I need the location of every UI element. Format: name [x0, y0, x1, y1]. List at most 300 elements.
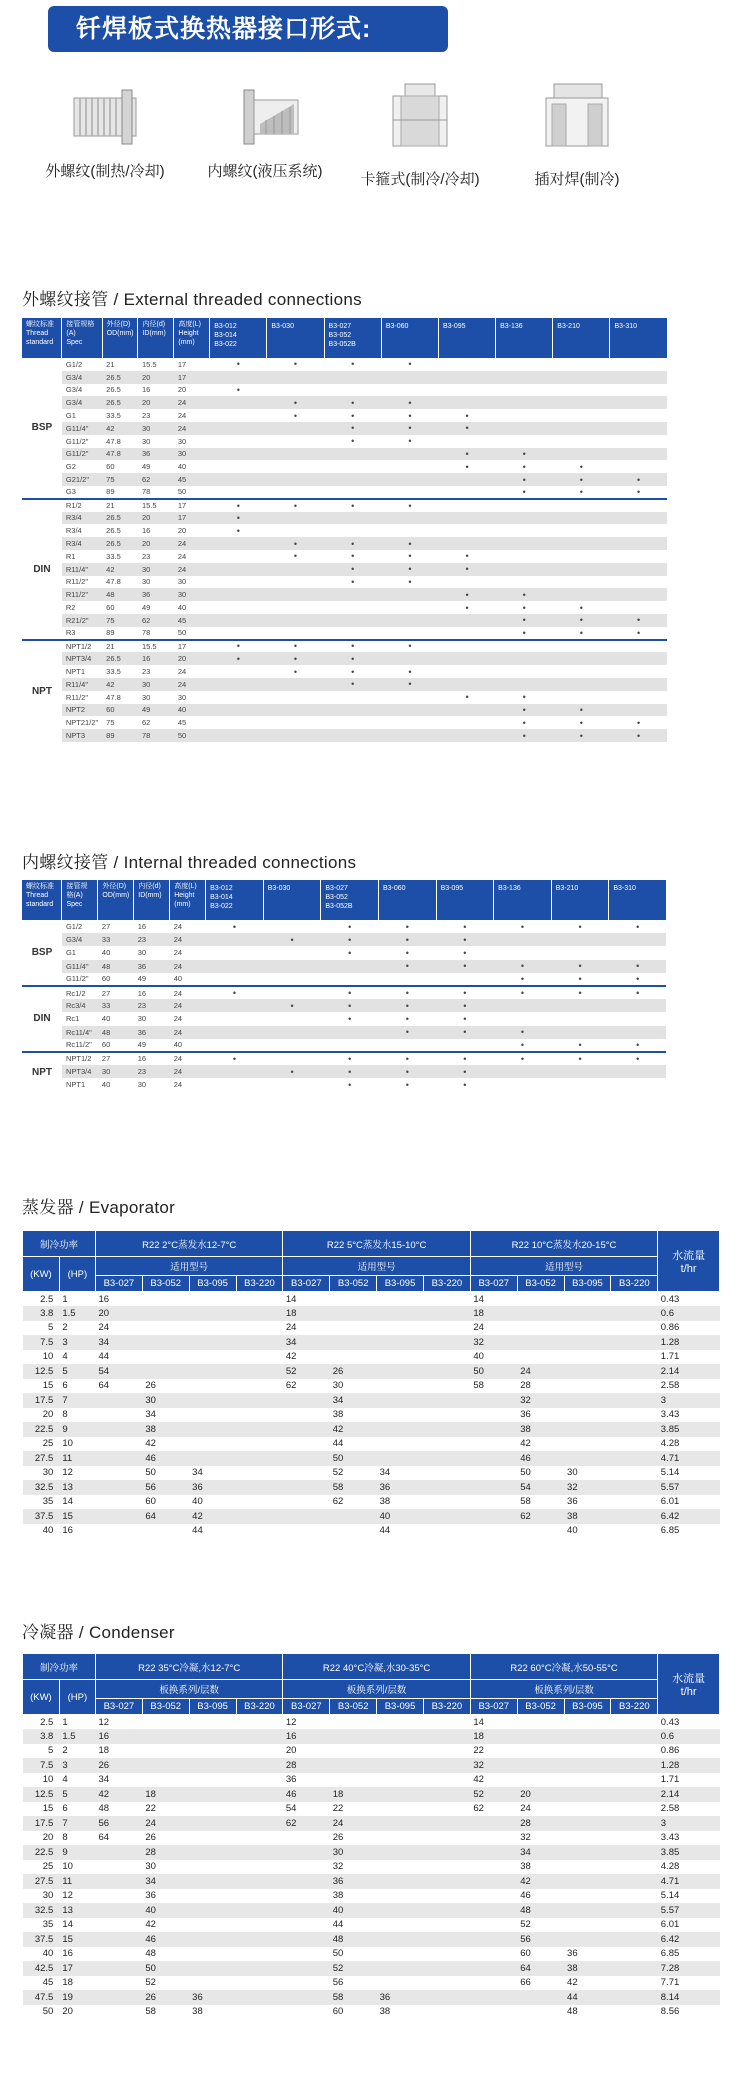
spec-cell: 75	[106, 718, 115, 728]
availability-dot-icon: •	[408, 564, 412, 575]
plate-count-cell	[189, 1802, 236, 1817]
availability-cell	[496, 652, 553, 665]
spec-cell: 36	[138, 588, 174, 601]
external-thread-table	[22, 318, 720, 742]
availability-cell	[553, 704, 610, 717]
plate-count-cell: 62	[285, 1380, 297, 1392]
kw-cell: 42.5	[23, 1961, 60, 1976]
spec-cell: 15.5	[138, 499, 174, 512]
condition-header: R22 10°C蒸发水20-15°C	[470, 1231, 657, 1257]
availability-cell	[210, 716, 267, 729]
availability-cell	[551, 973, 609, 986]
hp-cell: 1	[62, 1293, 68, 1305]
availability-cell	[263, 986, 321, 999]
plate-count-cell: 36	[377, 1990, 424, 2005]
availability-cell	[496, 563, 553, 576]
external-thread-fitting-icon	[60, 80, 150, 150]
plate-count-cell	[236, 1758, 283, 1773]
table-row	[22, 716, 720, 729]
plate-count-cell	[611, 1292, 658, 1307]
spec-cell: 47.8	[106, 692, 121, 702]
condition-header: R22 60°C冷凝,水50-55°C	[470, 1654, 657, 1680]
table-header-row	[23, 1680, 720, 1699]
plate-count-cell	[95, 1889, 142, 1904]
plate-count-cell	[377, 1976, 424, 1991]
kw-cell: 45	[42, 1977, 54, 1989]
hp-cell: 15	[59, 1509, 95, 1524]
spec-cell: R21/2"	[62, 614, 102, 627]
availability-dot-icon: •	[351, 653, 355, 664]
plate-count-cell: 56	[517, 1932, 564, 1947]
availability-cell	[321, 960, 379, 973]
availability-cell	[553, 371, 610, 384]
availability-cell	[263, 960, 321, 973]
table-row	[22, 499, 720, 512]
plate-count-cell: 20	[95, 1306, 142, 1321]
table-row	[23, 1335, 720, 1350]
plate-count-cell: 42	[517, 1874, 564, 1889]
column-header: 外径(D) OD(mm)	[98, 880, 134, 920]
plate-count-cell	[470, 1874, 517, 1889]
plate-count-cell	[330, 1524, 377, 1539]
availability-dot-icon: •	[293, 653, 298, 664]
plate-count-cell	[564, 1816, 611, 1831]
plate-count-cell	[142, 1744, 189, 1759]
flow-cell: 3.43	[660, 1832, 680, 1844]
flow-cell: 6.42	[658, 1932, 720, 1947]
external-section-title: 外螺纹接管 / External threaded connections	[22, 290, 362, 309]
plate-count-cell	[283, 1918, 330, 1933]
plate-count-cell: 48	[330, 1932, 377, 1947]
availability-cell	[610, 537, 667, 550]
availability-dot-icon: •	[293, 410, 298, 421]
plate-count-cell	[470, 1408, 517, 1423]
spec-cell: Rc1/2	[62, 986, 98, 999]
table-row	[23, 1379, 720, 1394]
availability-cell	[610, 524, 667, 537]
table-row	[22, 1039, 720, 1052]
model-header: B3-095	[377, 1699, 424, 1715]
spec-cell: 30	[138, 422, 174, 435]
availability-cell	[324, 371, 381, 384]
plate-count-cell	[283, 1889, 330, 1904]
plate-count-cell	[236, 1495, 283, 1510]
model-header: B3-052	[330, 1276, 377, 1292]
spec-cell: 21	[106, 359, 115, 369]
plate-count-cell	[377, 1729, 424, 1744]
availability-cell	[496, 588, 553, 601]
availability-cell	[267, 358, 324, 371]
kw-cell: 2.5	[40, 1293, 54, 1305]
model-header: B3-220	[423, 1276, 470, 1292]
plate-count-cell	[611, 2005, 658, 2020]
flow-cell: 4.71	[658, 1874, 720, 1889]
plate-count-cell	[611, 1990, 658, 2005]
availability-dot-icon: •	[408, 551, 412, 562]
model-header: B3-027	[470, 1699, 517, 1715]
availability-cell	[378, 1026, 436, 1039]
availability-cell	[553, 486, 610, 499]
plate-count-cell	[95, 2005, 142, 2020]
plate-count-cell	[611, 1437, 658, 1452]
plate-count-cell	[564, 1932, 611, 1947]
plate-count-cell: 50	[470, 1364, 517, 1379]
kw-cell: 40	[42, 1525, 54, 1537]
plate-count-cell: 50	[520, 1467, 531, 1479]
plate-count-cell	[611, 1845, 658, 1860]
spec-cell: 30	[137, 948, 147, 958]
availability-dot-icon: •	[232, 921, 236, 932]
availability-cell	[553, 729, 610, 742]
plate-count-cell	[189, 1744, 236, 1759]
spec-cell: R11/2"	[62, 588, 102, 601]
plate-count-cell	[142, 1306, 189, 1321]
availability-cell	[381, 473, 438, 486]
availability-cell	[324, 691, 381, 704]
spec-cell: G1/2	[65, 922, 83, 932]
plate-count-cell	[189, 1831, 236, 1846]
plate-count-cell	[423, 1306, 470, 1321]
spec-cell: 47.8	[106, 436, 121, 446]
availability-dot-icon: •	[408, 436, 412, 447]
plate-count-cell: 44	[98, 1351, 110, 1363]
plate-count-cell	[564, 1451, 611, 1466]
hp-cell: 3	[59, 1335, 95, 1350]
weld-fitting-icon	[532, 80, 622, 158]
model-column-header: B3-060	[381, 318, 438, 358]
plate-count-cell: 42	[520, 1438, 531, 1450]
availability-dot-icon: •	[236, 525, 240, 536]
plate-count-cell	[564, 1918, 611, 1933]
plate-count-cell	[611, 1509, 658, 1524]
plate-count-cell: 40	[142, 1903, 189, 1918]
plate-count-cell	[423, 1379, 470, 1394]
availability-dot-icon: •	[408, 423, 412, 434]
availability-cell	[267, 652, 324, 665]
availability-cell	[267, 384, 324, 397]
plate-count-cell: 42	[285, 1351, 297, 1363]
table-row	[22, 550, 720, 563]
availability-dot-icon: •	[465, 448, 469, 459]
model-header: B3-220	[611, 1699, 658, 1715]
plate-count-cell	[564, 1889, 611, 1904]
availability-cell	[324, 422, 381, 435]
kw-cell: 12.5	[23, 1364, 60, 1379]
plate-count-cell	[423, 1744, 470, 1759]
plate-count-cell	[95, 1918, 142, 1933]
availability-dot-icon: •	[522, 692, 526, 703]
availability-cell	[438, 384, 495, 397]
kw-cell: 25	[42, 1861, 54, 1873]
hp-cell: 12	[62, 1890, 73, 1902]
plate-count-cell	[423, 1947, 470, 1962]
availability-cell	[496, 473, 553, 486]
plate-count-cell: 40	[330, 1903, 377, 1918]
plate-count-cell: 32	[564, 1480, 611, 1495]
plate-count-cell	[517, 1321, 564, 1336]
spec-cell: 40	[177, 462, 187, 472]
plate-count-cell	[470, 1961, 517, 1976]
spec-cell: 24	[173, 1014, 183, 1024]
plate-count-cell	[236, 1335, 283, 1350]
availability-dot-icon: •	[236, 653, 240, 664]
availability-dot-icon: •	[236, 641, 240, 652]
spec-cell: 24	[173, 948, 183, 958]
plate-count-cell	[423, 1860, 470, 1875]
hp-cell: 2	[62, 1322, 68, 1334]
availability-dot-icon: •	[351, 576, 355, 587]
plate-count-cell	[611, 1306, 658, 1321]
flow-cell: 3.43	[660, 1409, 680, 1421]
plate-count-cell	[564, 1364, 611, 1379]
plate-count-cell	[377, 1292, 424, 1307]
availability-cell	[496, 435, 553, 448]
plate-count-cell: 34	[517, 1845, 564, 1860]
plate-count-cell	[95, 1932, 142, 1947]
plate-count-cell	[423, 1787, 470, 1802]
plate-count-cell: 42	[330, 1422, 377, 1437]
availability-cell	[378, 1012, 436, 1025]
table-row	[23, 1787, 720, 1802]
table-header-row	[23, 1276, 720, 1292]
availability-cell	[381, 652, 438, 665]
spec-cell: NPT3	[62, 729, 102, 742]
plate-count-cell	[470, 1903, 517, 1918]
availability-dot-icon: •	[405, 1013, 409, 1024]
plate-count-cell: 14	[285, 1293, 297, 1305]
hp-cell: 17	[59, 1961, 95, 1976]
availability-cell	[553, 614, 610, 627]
plate-count-cell: 36	[330, 1874, 377, 1889]
hp-cell: 10	[62, 1861, 73, 1873]
plate-count-cell	[564, 1393, 611, 1408]
plate-count-cell	[423, 1509, 470, 1524]
hp-cell: 1.5	[59, 1729, 95, 1744]
availability-cell	[267, 396, 324, 409]
plate-count-cell: 44	[332, 1919, 344, 1931]
plate-count-cell	[377, 1758, 424, 1773]
plate-count-cell	[377, 1744, 424, 1759]
spec-cell: NPT1	[65, 667, 86, 677]
model-header: B3-052	[517, 1699, 564, 1715]
availability-cell	[381, 460, 438, 473]
spec-cell: 62	[138, 614, 174, 627]
hp-cell: 15	[59, 1932, 95, 1947]
hp-header: (HP)	[59, 1257, 95, 1292]
availability-cell	[381, 601, 438, 614]
hp-cell: 5	[59, 1364, 95, 1379]
availability-cell	[553, 588, 610, 601]
plate-count-cell	[611, 1860, 658, 1875]
plate-count-cell	[95, 1961, 142, 1976]
availability-cell	[324, 576, 381, 589]
spec-cell: 62	[138, 473, 174, 486]
table-row	[22, 946, 720, 959]
availability-dot-icon: •	[348, 1066, 352, 1077]
model-group-header: 板换系列/层数	[283, 1680, 470, 1699]
plate-count-cell	[189, 1816, 236, 1831]
plate-count-cell	[564, 1874, 611, 1889]
availability-dot-icon: •	[578, 921, 582, 932]
availability-cell	[381, 396, 438, 409]
availability-cell	[206, 973, 264, 986]
plate-count-cell	[236, 1715, 283, 1730]
availability-dot-icon: •	[348, 947, 352, 958]
plate-count-cell	[142, 1758, 189, 1773]
plate-count-cell: 22	[473, 1745, 484, 1757]
spec-cell: 16	[138, 652, 174, 665]
spec-cell: Rc11/2"	[65, 1040, 92, 1050]
plate-count-cell	[611, 1379, 658, 1394]
availability-cell	[206, 933, 264, 946]
spec-cell: 42	[102, 563, 138, 576]
plate-count-cell	[377, 1393, 424, 1408]
flow-cell: 6.85	[660, 1948, 680, 1960]
spec-cell: 47.8	[102, 448, 138, 461]
table-row	[23, 1350, 720, 1365]
plate-count-cell	[564, 1350, 611, 1365]
kw-cell: 37.5	[23, 1932, 60, 1947]
plate-count-cell: 44	[564, 1990, 611, 2005]
internal-thread-fitting-icon	[220, 80, 310, 150]
availability-dot-icon: •	[408, 666, 412, 677]
table-row	[22, 512, 720, 525]
availability-cell	[381, 627, 438, 640]
availability-cell	[494, 1052, 552, 1065]
plate-count-cell	[611, 1961, 658, 1976]
spec-cell: 30	[137, 1080, 147, 1090]
availability-cell	[610, 665, 667, 678]
flow-cell: 0.86	[660, 1322, 680, 1334]
availability-cell	[263, 946, 321, 959]
spec-cell: 42	[102, 678, 138, 691]
plate-count-cell	[236, 1773, 283, 1788]
availability-cell	[381, 563, 438, 576]
spec-cell: 45	[174, 614, 210, 627]
availability-cell	[436, 1065, 494, 1078]
availability-cell	[610, 409, 667, 422]
table-row	[22, 986, 720, 999]
availability-cell	[551, 933, 609, 946]
spec-cell: NPT1/2	[62, 1052, 98, 1065]
plate-count-cell	[611, 1321, 658, 1336]
availability-dot-icon: •	[348, 1000, 352, 1011]
spec-cell: 24	[170, 1052, 206, 1065]
plate-count-cell	[236, 1350, 283, 1365]
availability-dot-icon: •	[463, 1079, 467, 1090]
spec-cell: 60	[101, 974, 111, 984]
table-header-row	[23, 1257, 720, 1276]
availability-dot-icon: •	[463, 1066, 467, 1077]
availability-cell	[267, 665, 324, 678]
plate-count-cell	[423, 1480, 470, 1495]
availability-cell	[494, 1026, 552, 1039]
availability-dot-icon: •	[293, 641, 298, 652]
plate-count-cell	[517, 1729, 564, 1744]
spec-cell: R11/4"	[62, 678, 102, 691]
plate-count-cell: 38	[192, 2006, 203, 2018]
kw-cell: 35	[42, 1919, 54, 1931]
availability-cell	[267, 614, 324, 627]
plate-count-cell	[189, 1422, 236, 1437]
table-row	[23, 1422, 720, 1437]
availability-cell	[263, 1026, 321, 1039]
table-row	[22, 537, 720, 550]
flow-cell: 4.71	[658, 1451, 720, 1466]
availability-dot-icon: •	[522, 704, 526, 715]
availability-dot-icon: •	[636, 615, 641, 626]
availability-cell	[267, 691, 324, 704]
availability-dot-icon: •	[348, 1079, 352, 1090]
availability-cell	[551, 999, 609, 1012]
table-row	[23, 1845, 720, 1860]
thread-standard-cell: BSP	[22, 358, 62, 499]
spec-cell: 24	[177, 411, 187, 421]
table-row	[22, 665, 720, 678]
availability-cell	[438, 473, 495, 486]
spec-cell: 16	[134, 1052, 170, 1065]
spec-cell: G11/4"	[62, 960, 98, 973]
availability-dot-icon: •	[232, 1053, 236, 1064]
condition-header: R22 40°C冷凝,水30-35°C	[283, 1654, 470, 1680]
availability-cell	[610, 691, 667, 704]
plate-count-cell: 52	[520, 1919, 531, 1931]
plate-count-cell: 28	[517, 1816, 564, 1831]
availability-dot-icon: •	[463, 947, 467, 958]
plate-count-cell	[189, 1393, 236, 1408]
plate-count-cell	[283, 1524, 330, 1539]
availability-cell	[267, 563, 324, 576]
plate-count-cell: 40	[192, 1496, 203, 1508]
plate-count-cell	[517, 1715, 564, 1730]
plate-count-cell	[95, 1408, 142, 1423]
thread-standard-cell: DIN	[22, 499, 62, 640]
plate-count-cell	[611, 1903, 658, 1918]
availability-cell	[267, 435, 324, 448]
plate-count-cell	[517, 1292, 564, 1307]
plate-count-cell: 34	[98, 1774, 110, 1786]
table-row	[23, 1451, 720, 1466]
plate-count-cell	[189, 1350, 236, 1365]
plate-count-cell	[611, 1758, 658, 1773]
availability-cell	[496, 460, 553, 473]
spec-cell: 30	[98, 1065, 134, 1078]
availability-cell	[553, 384, 610, 397]
availability-cell	[324, 486, 381, 499]
plate-count-cell	[470, 1860, 517, 1875]
plate-count-cell	[470, 1932, 517, 1947]
plate-count-cell	[423, 1990, 470, 2005]
table-row	[22, 678, 720, 691]
availability-cell	[210, 550, 267, 563]
availability-cell	[321, 1039, 379, 1052]
plate-count-cell: 40	[377, 1509, 424, 1524]
availability-cell	[324, 563, 381, 576]
spec-cell: 30	[138, 563, 174, 576]
flow-cell: 5.57	[658, 1480, 720, 1495]
column-header: 高度(L) Height (mm)	[174, 318, 210, 358]
plate-count-cell: 16	[98, 1293, 110, 1305]
availability-dot-icon: •	[405, 1000, 409, 1011]
availability-cell	[321, 999, 379, 1012]
availability-dot-icon: •	[578, 988, 582, 999]
column-header: 接管规格(A) Spec	[62, 880, 98, 920]
availability-cell	[210, 704, 267, 717]
plate-count-cell	[517, 1335, 564, 1350]
spec-cell: R11/2"	[65, 692, 89, 702]
kw-cell: 17.5	[23, 1393, 60, 1408]
plate-count-cell	[189, 1787, 236, 1802]
